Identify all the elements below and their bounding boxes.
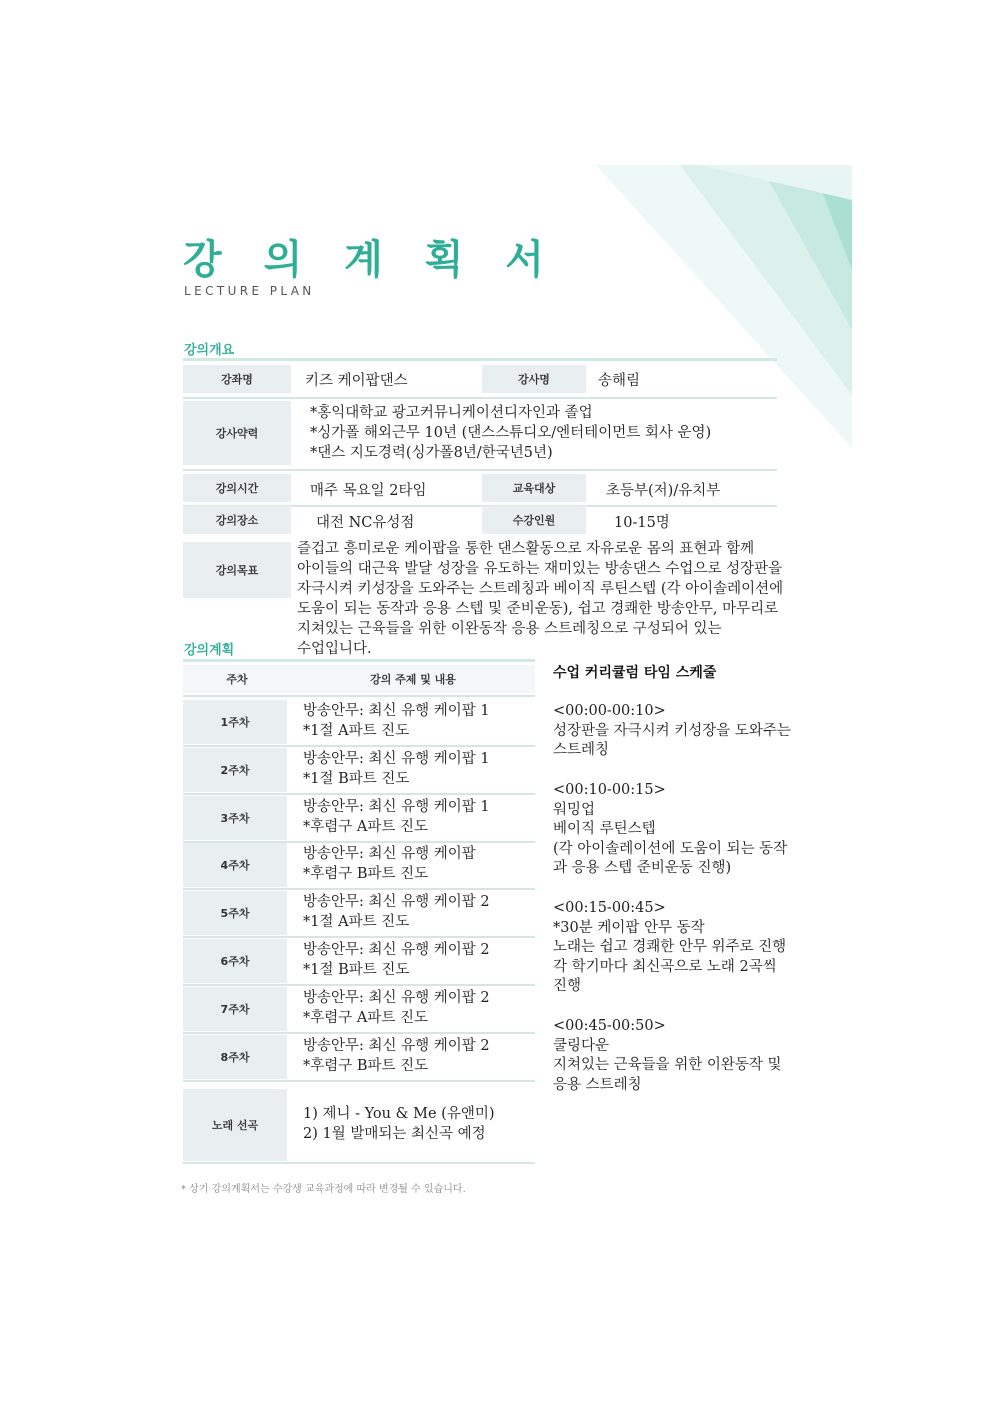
songs-label: 노래 선곡 (183, 1089, 287, 1161)
time-value: 매주 목요일 2타임 (310, 483, 427, 499)
schedule-title: 수업 커리큘럼 타임 스케줄 (553, 665, 717, 681)
plan-rule (183, 659, 535, 662)
week-label: 7주차 (183, 987, 287, 1031)
schedule-line: 응용 스트레칭 (553, 1076, 642, 1093)
goal-line: 아이들의 대근육 발달 성장을 유도하는 재미있는 방송댄스 수업으로 성장판을 (297, 561, 783, 577)
footnote: * 상기 강의계획서는 수강생 교육과정에 따라 변경될 수 있습니다. (181, 1184, 466, 1195)
week-detail: *1절 A파트 진도 (303, 914, 410, 930)
week-label: 6주차 (183, 939, 287, 983)
week-content (303, 701, 490, 741)
schedule-block (553, 1017, 782, 1095)
week-content (303, 797, 490, 837)
target-label: 교육대상 (482, 474, 586, 502)
overview-section-title: 강의개요 (184, 343, 235, 358)
week-content (303, 988, 490, 1028)
capacity-label: 수강인원 (482, 506, 586, 534)
song-item: 2) 1월 발매되는 최신곡 예정 (303, 1126, 486, 1142)
week-content (303, 940, 490, 980)
week-content (303, 1036, 490, 1076)
goal-line: 자극시켜 키성장을 도와주는 스트레칭과 베이직 루틴스텝 (각 아이솔레이션에 (297, 581, 784, 597)
row-divider (183, 695, 535, 697)
week-topic: 방송안무: 최신 유행 케이팝 2 (303, 1038, 490, 1054)
page-title: 강 의 계 획 서 (183, 237, 558, 283)
schedule-line: 스트레칭 (553, 742, 610, 758)
time-label: 강의시간 (183, 474, 291, 502)
row-divider (183, 745, 535, 747)
schedule-time: <00:00-00:10> (553, 703, 666, 719)
schedule-time: <00:45-00:50> (553, 1018, 666, 1034)
schedule-block (553, 899, 786, 997)
row-divider (183, 936, 535, 938)
capacity-value: 10-15명 (614, 515, 670, 531)
week-topic: 방송안무: 최신 유행 케이팝 1 (303, 799, 490, 815)
week-label: 3주차 (183, 796, 287, 840)
page-subtitle: LECTURE PLAN (184, 284, 315, 298)
week-detail: *1절 A파트 진도 (303, 723, 410, 739)
row-divider (183, 1032, 535, 1034)
schedule-time: <00:10-00:15> (553, 782, 666, 798)
goal-line: 도움이 되는 동작과 응용 스텝 및 준비운동), 쉽고 경쾌한 방송안무, 마무리로 (297, 601, 779, 617)
week-label: 8주차 (183, 1035, 287, 1079)
row-divider (183, 1080, 535, 1082)
bio-item: *싱가폴 해외근무 10년 (댄스스튜디오/엔터테이먼트 회사 운영) (310, 425, 712, 441)
place-label: 강의장소 (183, 506, 291, 534)
week-topic: 방송안무: 최신 유행 케이팝 2 (303, 942, 490, 958)
week-detail: *후렴구 A파트 진도 (303, 819, 428, 835)
week-content (303, 892, 490, 932)
week-detail: *후렴구 B파트 진도 (303, 866, 429, 882)
schedule-line: 성장판을 자극시켜 키성장을 도와주는 (553, 722, 791, 739)
row-divider (183, 1162, 535, 1164)
bio-list (310, 403, 711, 463)
week-topic: 방송안무: 최신 유행 케이팝 (303, 846, 476, 862)
schedule-line: (각 아이솔레이션에 도움이 되는 동작 (553, 840, 788, 857)
week-topic: 방송안무: 최신 유행 케이팝 1 (303, 703, 490, 719)
week-detail: *후렴구 B파트 진도 (303, 1058, 429, 1074)
course-name-value: 키즈 케이팝댄스 (305, 373, 408, 389)
week-topic: 방송안무: 최신 유행 케이팝 1 (303, 751, 490, 767)
schedule-line: 과 응용 스텝 준비운동 진행) (553, 860, 732, 876)
row-divider (183, 397, 777, 399)
schedule-block (553, 702, 791, 761)
row-divider (183, 793, 535, 795)
week-detail: *1절 B파트 진도 (303, 962, 410, 978)
schedule-line: 워밍업 (553, 801, 596, 818)
schedule-line: 노래는 쉽고 경쾌한 안무 위주로 진행 (553, 939, 787, 955)
bio-item: *댄스 지도경력(싱가폴8년/한국년5년) (310, 445, 553, 461)
goal-line: 즐겁고 흥미로운 케이팝을 통한 댄스활동으로 자유로운 몸의 표현과 함께 (297, 541, 755, 557)
schedule-line: *30분 케이팝 안무 동작 (553, 919, 705, 936)
week-label: 2주차 (183, 748, 287, 792)
row-divider (183, 984, 535, 986)
content-column-header: 강의 주제 및 내용 (291, 665, 535, 693)
week-content (303, 844, 476, 884)
week-label: 4주차 (183, 843, 287, 887)
week-label: 1주차 (183, 700, 287, 744)
week-topic: 방송안무: 최신 유행 케이팝 2 (303, 990, 490, 1006)
schedule-line: 지쳐있는 근육들을 위한 이완동작 및 (553, 1057, 782, 1073)
week-topic: 방송안무: 최신 유행 케이팝 2 (303, 894, 490, 910)
row-divider (183, 469, 777, 471)
place-value: 대전 NC유성점 (316, 515, 415, 531)
instructor-value: 송해림 (598, 373, 641, 389)
week-detail: *1절 B파트 진도 (303, 771, 410, 787)
schedule-line: 진행 (553, 978, 582, 994)
target-value: 초등부(저)/유치부 (606, 483, 721, 499)
schedule-line: 각 학기마다 최신곡으로 노래 2곡씩 (553, 958, 777, 975)
schedule-block (553, 781, 787, 879)
goal-label: 강의목표 (183, 542, 291, 598)
goal-line: 지쳐있는 근육들을 위한 이완동작 응용 스트레칭으로 구성되어 있는 (297, 621, 722, 637)
schedule-time: <00:15-00:45> (553, 900, 666, 916)
week-content (303, 749, 490, 789)
overview-rule (183, 358, 777, 361)
week-label: 5주차 (183, 891, 287, 935)
week-column-header: 주차 (183, 665, 291, 693)
bio-item: *홍익대학교 광고커뮤니케이션디자인과 졸업 (310, 405, 593, 421)
course-name-label: 강좌명 (183, 365, 291, 393)
schedule-line: 쿨링다운 (553, 1037, 610, 1054)
week-detail: *후렴구 A파트 진도 (303, 1010, 428, 1026)
bio-label: 강사약력 (183, 401, 291, 465)
songs-list (303, 1104, 495, 1144)
plan-section-title: 강의계획 (184, 643, 235, 658)
instructor-label: 강사명 (482, 365, 586, 393)
goal-text (297, 539, 783, 659)
schedule-line: 베이직 루틴스텝 (553, 821, 656, 837)
row-divider (183, 888, 535, 890)
goal-line: 수업입니다. (297, 641, 372, 657)
song-item: 1) 제니 - You & Me (유앤미) (303, 1106, 495, 1122)
